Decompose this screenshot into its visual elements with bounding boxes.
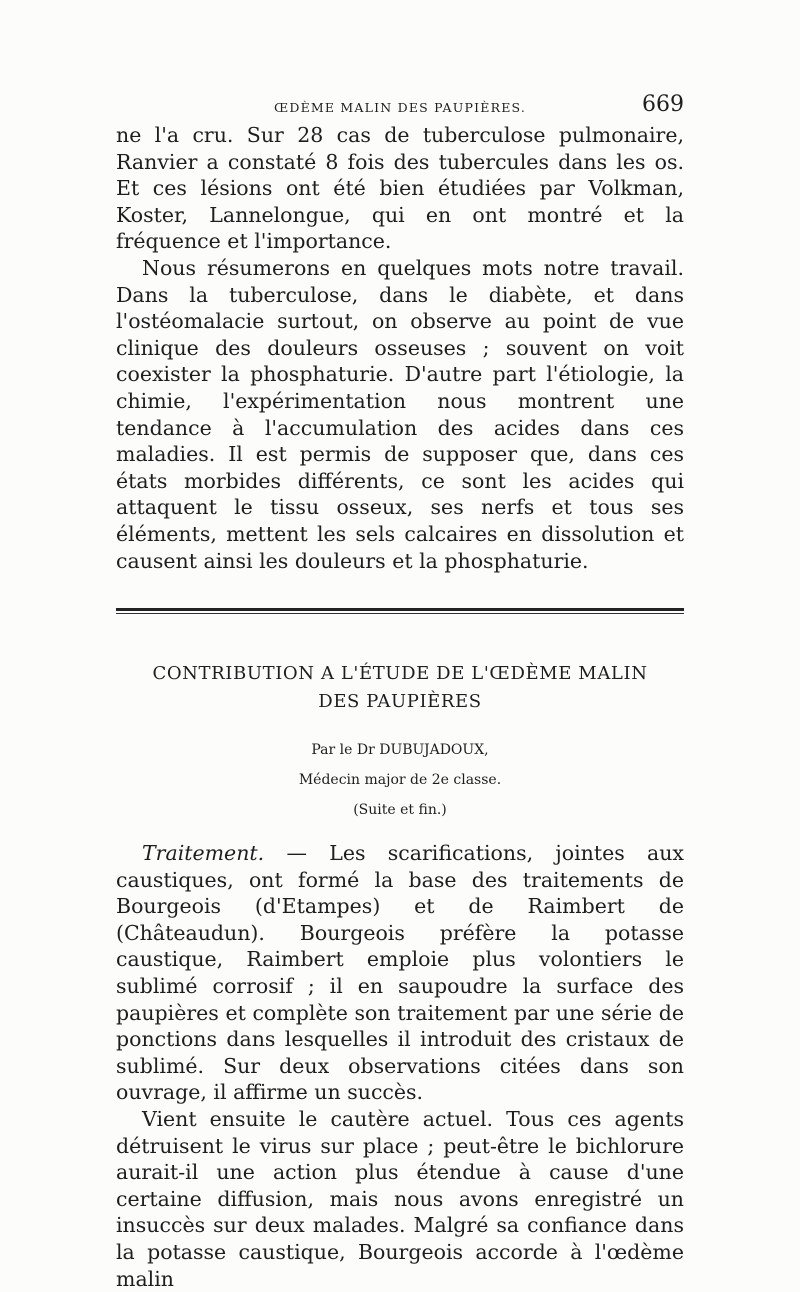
page-number: 669 bbox=[642, 92, 684, 117]
divider-thin-line bbox=[116, 613, 684, 614]
author-byline: Par le Dr DUBUJADOUX, bbox=[311, 742, 489, 759]
article-title-line-1: CONTRIBUTION A L'ÉTUDE DE L'ŒDÈME MALIN bbox=[152, 663, 648, 685]
paragraph-summary: Nous résumerons en quelques mots notre travail. Dans la tuberculose, dans le diabète, et dans l'ostéomalacie surtout, on observe au point de vue clinique des douleurs osseuses ; souvent on voit coexister la phosphaturie. D'autre part l'étiologie, la chimie, l'expérimentation nous montrent une tendance à l'accumulation des acides dans ces maladies. Il est permis de supposer que, dans ces états morbides différents, ce sont les acides qui attaquent le tissu osseux, ses nerfs et tous ses éléments, mettent les sels calcaires en dissolution et causent ainsi les douleurs et la phosphaturie. bbox=[116, 255, 684, 573]
book-page bbox=[116, 92, 684, 1292]
running-head bbox=[116, 92, 684, 122]
treatment-heading: Traitement. bbox=[142, 841, 265, 866]
continuation-note: (Suite et fin.) bbox=[353, 802, 447, 819]
treatment-text: — Les scarifications, jointes aux caustiques, ont formé la base des traitements de Bourgeois (d'Etampes) et de Raimbert de (Châteaudun). Bourgeois préfère la potasse caustique, Raimbert emploie plus volontiers le sublimé corrosif ; il en saupoudre la surface des paupières et complète son traitement par une série de ponctions dans lesquelles il introduit des cristaux de sublimé. Sur deux observations citées dans son ouvrage, il affirme un succès. bbox=[116, 841, 684, 1105]
article-title-line-2: DES PAUPIÈRES bbox=[318, 691, 482, 713]
running-head-title: ŒDÈME MALIN DES PAUPIÈRES. bbox=[273, 100, 527, 115]
paragraph-continuation: ne l'a cru. Sur 28 cas de tuberculose pulmonaire, Ranvier a constaté 8 fois des tubercules dans les os. Et ces lésions ont été bien étudiées par Volkman, Koster, Lannelongue, qui en ont montré et la fréquence et l'importance. bbox=[116, 123, 684, 254]
paragraph-cautery: Vient ensuite le cautère actuel. Tous ces agents détruisent le virus sur place ; peut-être le bichlorure aurait-il une action plus étendue à cause d'une certaine diffusion, mais nous avons enregistré un insuccès sur deux malades. Malgré sa confiance dans la potasse caustique, Bourgeois accorde à l'œdème malin bbox=[116, 1107, 684, 1291]
section-divider bbox=[116, 608, 684, 614]
divider-thick-line bbox=[116, 608, 684, 611]
paragraph-treatment bbox=[116, 840, 684, 1106]
author-affiliation: Médecin major de 2e classe. bbox=[298, 772, 502, 789]
